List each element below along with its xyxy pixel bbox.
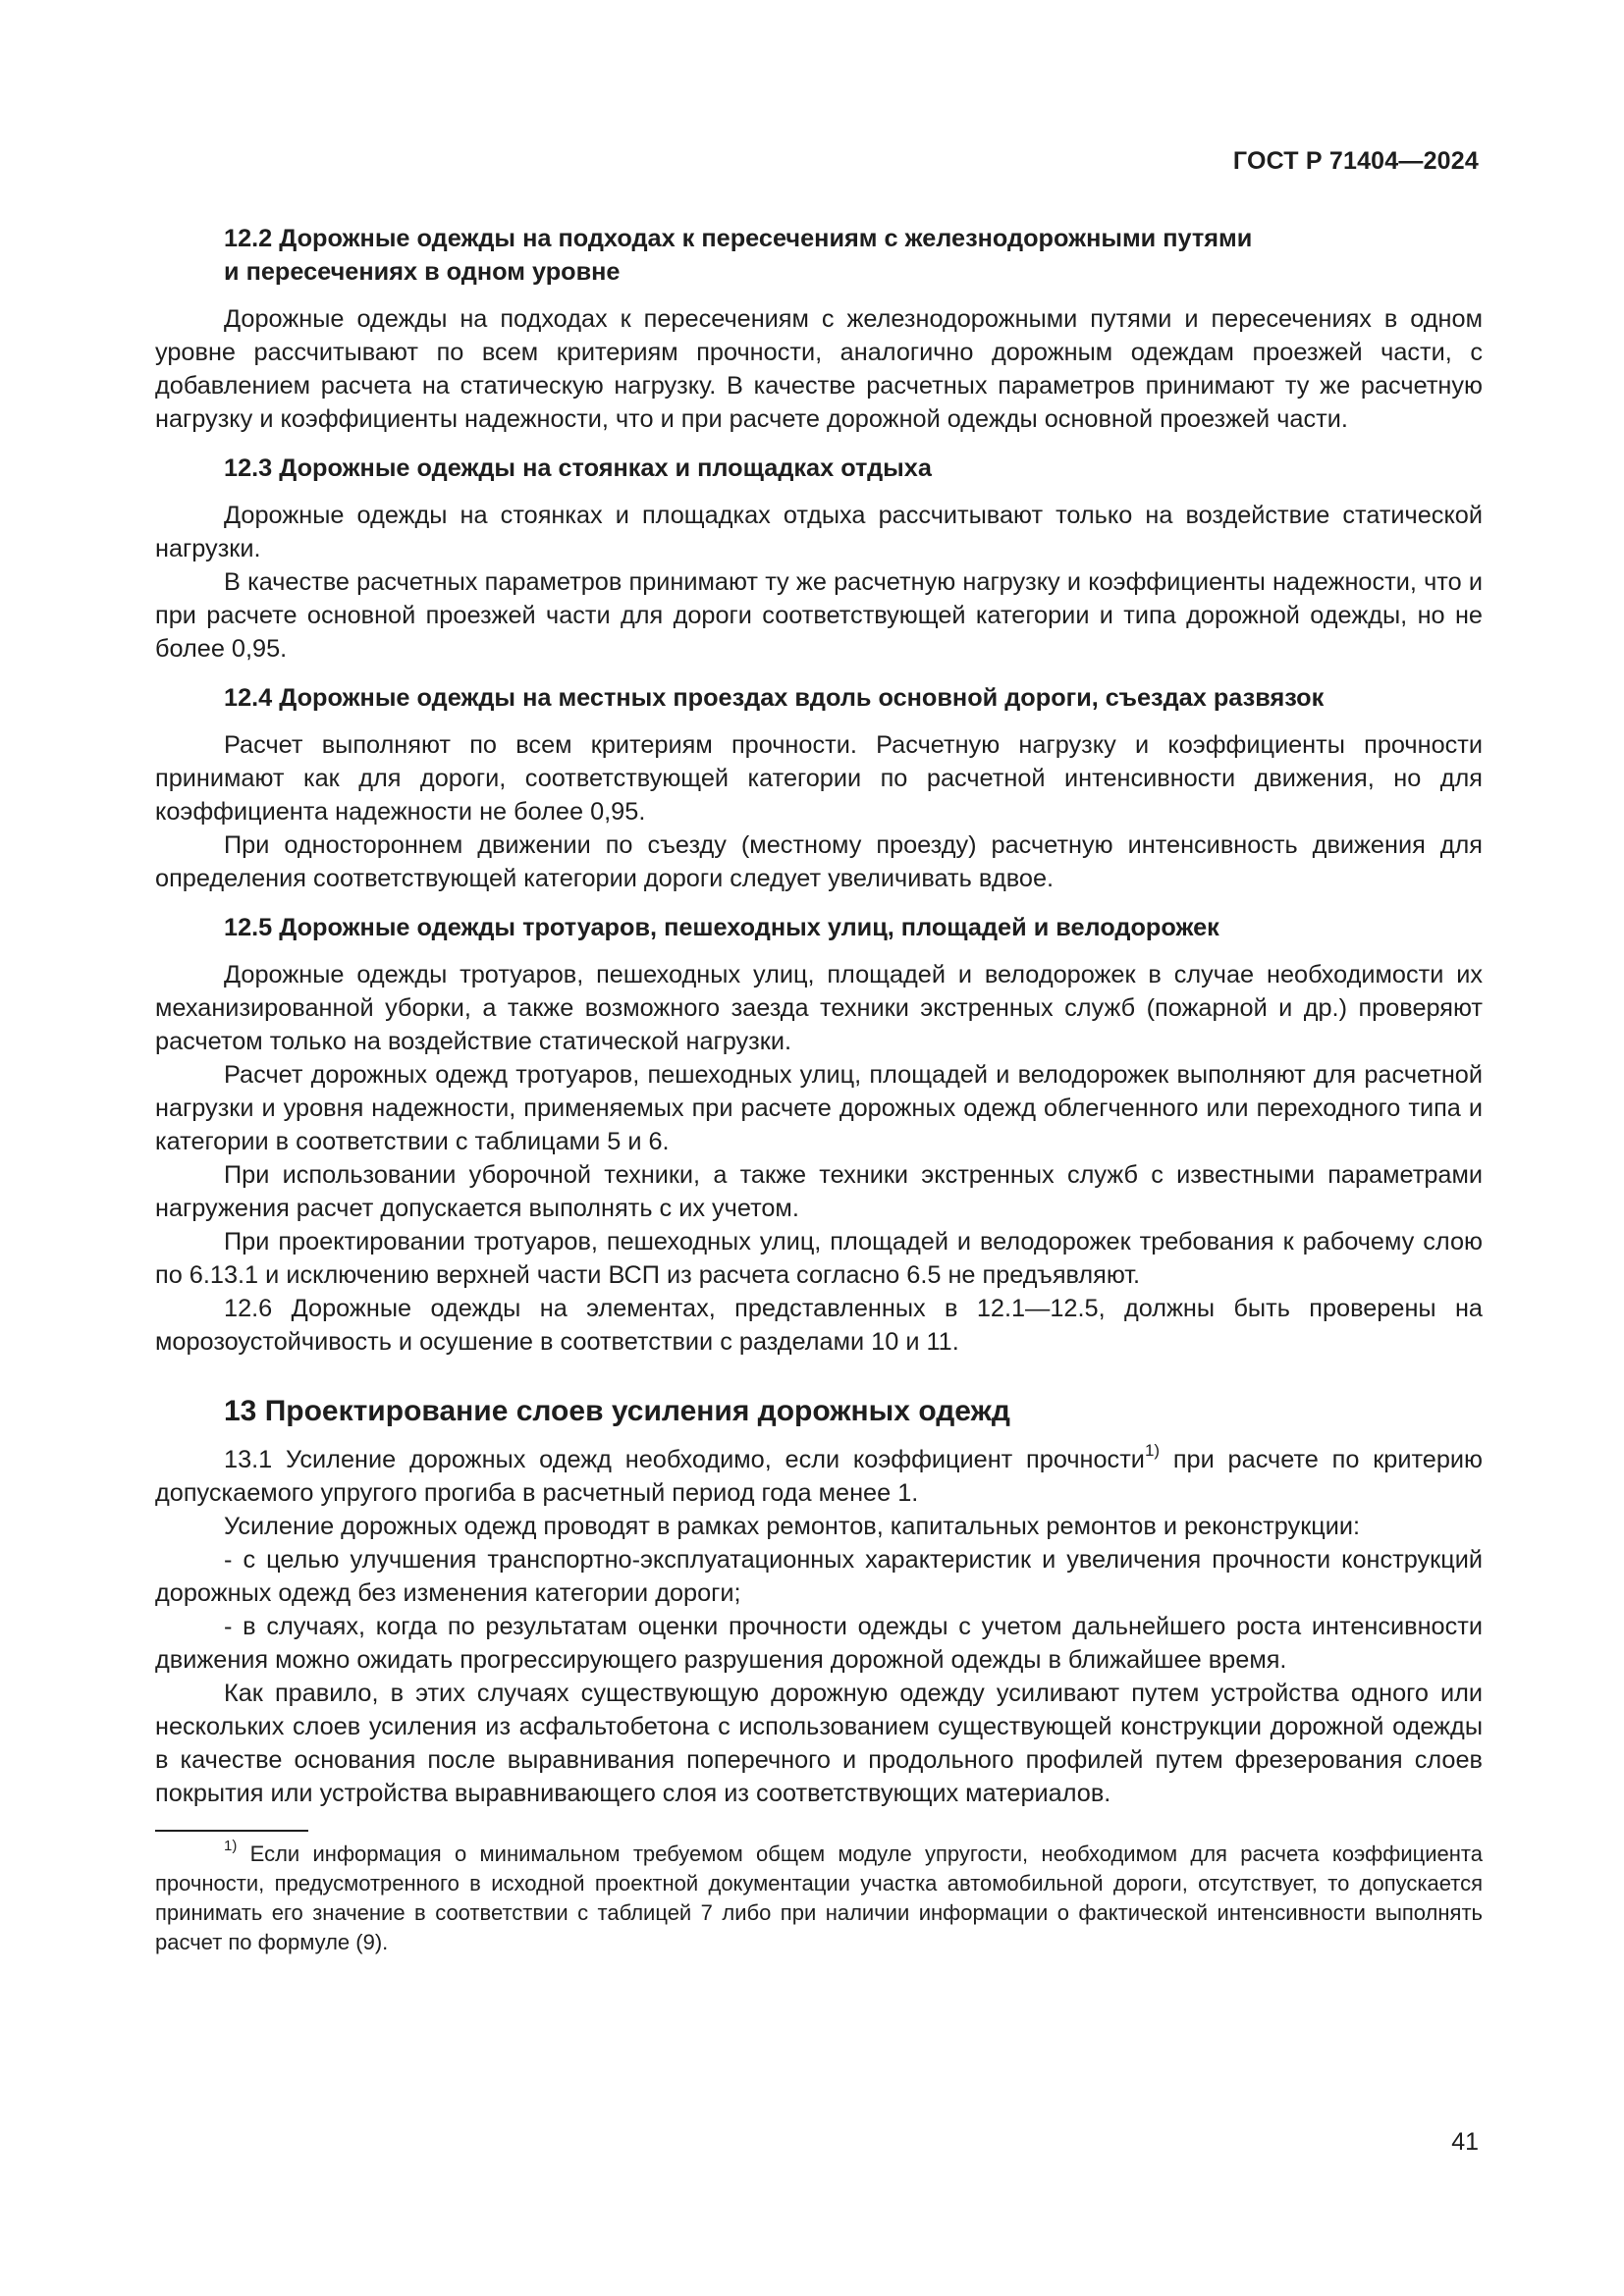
section-12-3-heading: 12.3 Дорожные одежды на стоянках и площадках отдыха [224, 454, 932, 482]
list-item: - с целью улучшения транспортно-эксплуатационных характеристик и увеличения прочности конструкций дорожных одежд без изменения категории дороги; [155, 1546, 1483, 1607]
paragraph: Дорожные одежды тротуаров, пешеходных улиц, площадей и велодорожек в случае необходимости их механизированной уборки, а также возможного заезда техники экстренных служб (пожарной и др.) проверяют расчетом только на воздействие статической нагрузки. [155, 961, 1483, 1055]
paragraph: Дорожные одежды на стоянках и площадках отдыха рассчитывают только на воздействие статической нагрузки. [155, 502, 1483, 562]
paragraph: При проектировании тротуаров, пешеходных улиц, площадей и велодорожек требования к рабочему слою по 6.13.1 и исключению верхней части ВСП из расчета согласно 6.5 не предъявляют. [155, 1228, 1483, 1289]
footnote-mark: 1) [224, 1837, 238, 1854]
paragraph: При использовании уборочной техники, а также техники экстренных служб с известными параметрами нагружения расчет допускается выполнять с их учетом. [155, 1161, 1483, 1222]
section-12-5-heading: 12.5 Дорожные одежды тротуаров, пешеходных улиц, площадей и велодорожек [224, 914, 1219, 941]
paragraph: Усиление дорожных одежд проводят в рамках ремонтов, капитальных ремонтов и реконструкции: [224, 1513, 1361, 1540]
paragraph-13-1-text: 13.1 Усиление дорожных одежд необходимо, если коэффициент прочности [224, 1446, 1145, 1473]
list-item: - в случаях, когда по результатам оценки прочности одежды с учетом дальнейшего роста интенсивности движения можно ожидать прогрессирующего разрушения дорожной одежды в ближайшее время. [155, 1613, 1483, 1674]
footnote-divider [155, 1830, 308, 1832]
section-12-4-heading: 12.4 Дорожные одежды на местных проездах вдоль основной дороги, съездах развязок [224, 684, 1325, 712]
paragraph: В качестве расчетных параметров принимают ту же расчетную нагрузку и коэффициенты надежности, что и при расчете основной проезжей части для дороги соответствующей категории и типа дорожной одежды, но не более 0,95. [155, 568, 1483, 663]
section-12-2-heading-line2: и пересечениях в одном уровне [224, 258, 621, 286]
footnote-reference[interactable]: 1) [1144, 1440, 1161, 1460]
section-12-2-heading-line1: 12.2 Дорожные одежды на подходах к пересечениям с железнодорожными путями [224, 225, 1253, 252]
section-12-2-heading [155, 222, 1483, 289]
paragraph-13-1-text-cont: при расчете по критерию допускаемого упругого прогиба в расчетный период года менее 1. [155, 1446, 1484, 1507]
footnote [155, 1837, 1483, 1957]
paragraph: Расчет выполняют по всем критериям прочности. Расчетную нагрузку и коэффициенты прочности принимают как для дороги, соответствующей категории по расчетной интенсивности движения, но для коэффициента надежности не более 0,95. [155, 731, 1483, 826]
document-body [155, 222, 1483, 1957]
paragraph: Расчет дорожных одежд тротуаров, пешеходных улиц, площадей и велодорожек выполняют для расчетной нагрузки и уровня надежности, применяемых при расчете дорожных одежд облегченного или переходного типа и категории в соответствии с таблицами 5 и 6. [155, 1061, 1483, 1155]
paragraph-13-1 [155, 1440, 1484, 1510]
paragraph-12-6: 12.6 Дорожные одежды на элементах, представленных в 12.1—12.5, должны быть проверены на морозоустойчивость и осушение в соответствии с разделами 10 и 11. [155, 1295, 1483, 1356]
page-number: 41 [1451, 2128, 1479, 2156]
paragraph: Дорожные одежды на подходах к пересечениям с железнодорожными путями и пересечениях в одном уровне рассчитывают по всем критериям прочности, аналогично дорожным одеждам проезжей части, с добавлением расчета на статическую нагрузку. В качестве расчетных параметров принимают ту же расчетную нагрузку и коэффициенты надежности, что и при расчете дорожной одежды основной проезжей части. [155, 305, 1483, 433]
section-13-heading: 13 Проектирование слоев усиления дорожных одежд [224, 1395, 1010, 1427]
footnote-text: Если информация о минимальном требуемом общем модуле упругости, необходимом для расчета коэффициента прочности, предусмотренного в исходной проектной документации участка автомобильной дороги, отсутствует, то допускается принимать его значение в соответствии с таблицей 7 либо при наличии информации о фактической интенсивности выполнять расчет по формуле (9). [155, 1842, 1483, 1954]
standard-designation: ГОСТ Р 71404—2024 [1232, 147, 1479, 175]
paragraph: Как правило, в этих случаях существующую дорожную одежду усиливают путем устройства одного или нескольких слоев усиления из асфальтобетона с использованием существующей конструкции дорожной одежды в качестве основания после выравнивания поперечного и продольного профилей путем фрезерования слоев покрытия или устройства выравнивающего слоя из соответствующих материалов. [155, 1680, 1483, 1807]
paragraph: При одностороннем движении по съезду (местному проезду) расчетную интенсивность движения для определения соответствующей категории дороги следует увеличивать вдвое. [155, 831, 1483, 892]
